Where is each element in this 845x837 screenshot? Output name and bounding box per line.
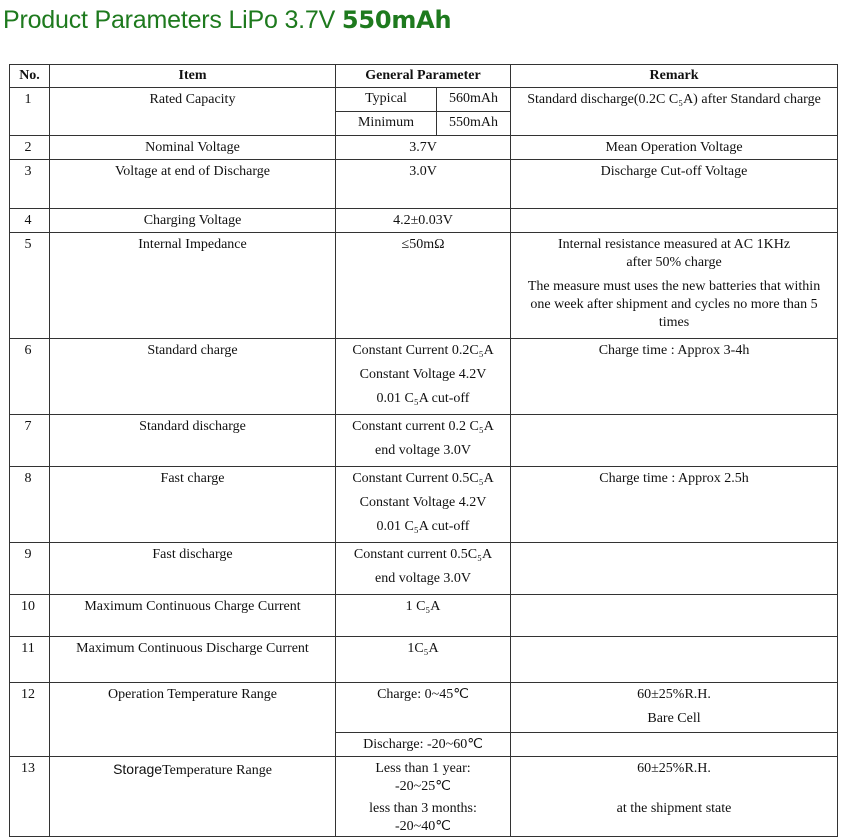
parameter-line: end voltage 3.0V	[374, 571, 472, 586]
header-general-parameter: General Parameter	[336, 65, 511, 88]
parameter-line: Constant Current 0.5C₅A	[352, 471, 494, 486]
row-item	[50, 757, 336, 837]
parameter-line: less than 3 months: -20~40℃	[369, 801, 477, 834]
row-parameter	[336, 415, 511, 467]
row-item: Operation Temperature Range	[50, 683, 336, 757]
parameter-line: end voltage 3.0V	[374, 443, 472, 458]
header-remark: Remark	[511, 65, 838, 88]
row-remark	[511, 233, 838, 339]
row-item: Standard charge	[50, 339, 336, 415]
row-number: 7	[10, 415, 50, 467]
row-parameter	[336, 467, 511, 543]
table-row	[10, 136, 838, 160]
header-row	[10, 65, 838, 88]
table-row	[10, 467, 838, 543]
parameter-line: 0.01 C₅A cut-off	[376, 519, 470, 534]
parameter-line: Constant current 0.5C₅A	[353, 547, 493, 562]
table-row	[10, 543, 838, 595]
row-remark	[511, 415, 838, 467]
row-number: 2	[10, 136, 50, 160]
row-item: Fast charge	[50, 467, 336, 543]
row-parameter	[336, 339, 511, 415]
row-parameter: 3.7V	[336, 136, 511, 160]
parameter-line: Constant Current 0.2C₅A	[352, 343, 494, 358]
header-item: Item	[50, 65, 336, 88]
table-row	[10, 209, 838, 233]
row-parameter: 4.2±0.03V	[336, 209, 511, 233]
minimum-value: 550mAh	[437, 112, 511, 136]
row-number: 6	[10, 339, 50, 415]
row-remark	[511, 757, 838, 837]
row-item: Voltage at end of Discharge	[50, 160, 336, 209]
row-number: 9	[10, 543, 50, 595]
header-no: No.	[10, 65, 50, 88]
row-remark: Charge time : Approx 2.5h	[511, 467, 838, 543]
row-item: Maximum Continuous Discharge Current	[50, 637, 336, 683]
remark-line: The measure must uses the new batteries that within one week after shipment and cycles no more than 5 times	[527, 279, 821, 330]
row-number: 3	[10, 160, 50, 209]
remark-line: at the shipment state	[616, 801, 732, 816]
page-title	[3, 6, 451, 35]
table-row	[10, 415, 838, 467]
table-row	[10, 339, 838, 415]
parameter-line: 0.01 C₅A cut-off	[376, 391, 470, 406]
row-remark: Discharge Cut-off Voltage	[511, 160, 838, 209]
table-row	[10, 160, 838, 209]
table-row	[10, 88, 838, 112]
parameter-line: Constant Voltage 4.2V	[359, 367, 487, 382]
parameter-line: Constant current 0.2 C₅A	[352, 419, 494, 434]
typical-label: Typical	[336, 88, 437, 112]
remark-line: Internal resistance measured at AC 1KHz after 50% charge	[557, 237, 791, 270]
row-number: 8	[10, 467, 50, 543]
row-remark: Charge time : Approx 3-4h	[511, 339, 838, 415]
row-remark: Standard discharge(0.2C C₅A) after Standard charge	[511, 88, 838, 136]
title-capacity: 550mAh	[341, 6, 452, 34]
row-remark	[511, 209, 838, 233]
table-row	[10, 233, 838, 339]
row-number: 12	[10, 683, 50, 757]
table-row	[10, 595, 838, 637]
parameter-line: Less than 1 year: -20~25℃	[375, 761, 471, 794]
row-item: Charging Voltage	[50, 209, 336, 233]
row-item: Fast discharge	[50, 543, 336, 595]
row-parameter: Discharge: -20~60℃	[336, 733, 511, 757]
table-row	[10, 757, 838, 837]
row-number: 4	[10, 209, 50, 233]
row-number: 10	[10, 595, 50, 637]
row-remark: Mean Operation Voltage	[511, 136, 838, 160]
remark-line: Bare Cell	[647, 711, 701, 726]
row-item: Standard discharge	[50, 415, 336, 467]
minimum-label: Minimum	[336, 112, 437, 136]
row-number: 11	[10, 637, 50, 683]
remark-line: 60±25%R.H.	[637, 761, 711, 776]
row-parameter	[336, 757, 511, 837]
row-parameter: Charge: 0~45℃	[336, 683, 511, 733]
remark-line: 60±25%R.H.	[637, 687, 711, 702]
row-number: 5	[10, 233, 50, 339]
row-number: 1	[10, 88, 50, 136]
row-parameter: 1C₅A	[336, 637, 511, 683]
row-item: Maximum Continuous Charge Current	[50, 595, 336, 637]
row-item: Rated Capacity	[50, 88, 336, 136]
row-remark	[511, 543, 838, 595]
row-remark-empty	[511, 733, 838, 757]
item-part-range: Temperature Range	[162, 763, 272, 778]
table-row	[10, 683, 838, 733]
row-remark	[511, 683, 838, 733]
row-item: Nominal Voltage	[50, 136, 336, 160]
parameter-line: Constant Voltage 4.2V	[359, 495, 487, 510]
row-remark	[511, 637, 838, 683]
row-parameter: ≤50mΩ	[336, 233, 511, 339]
parameters-table	[9, 64, 838, 837]
row-parameter: 3.0V	[336, 160, 511, 209]
row-number: 13	[10, 757, 50, 837]
row-remark	[511, 595, 838, 637]
row-parameter	[336, 543, 511, 595]
typical-value: 560mAh	[437, 88, 511, 112]
row-item: Internal Impedance	[50, 233, 336, 339]
item-part-storage: Storage	[113, 761, 163, 777]
row-parameter: 1 C₅A	[336, 595, 511, 637]
table-row	[10, 637, 838, 683]
title-main: Product Parameters LiPo 3.7V	[3, 6, 342, 34]
